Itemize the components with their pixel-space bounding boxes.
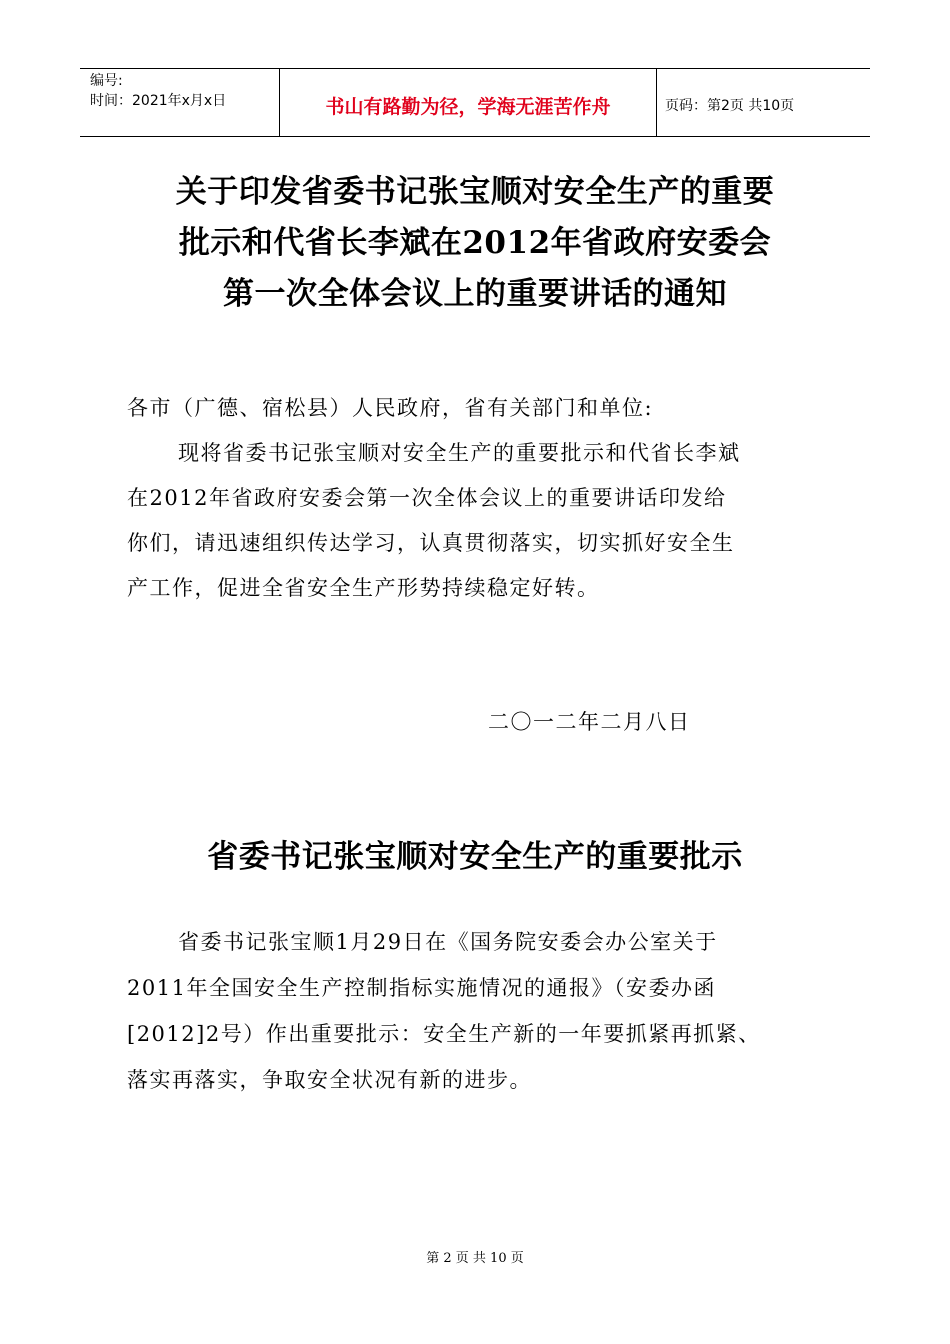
section-line-4: 落实再落实，争取安全状况有新的进步。 bbox=[127, 1068, 532, 1092]
header-meta bbox=[80, 69, 280, 136]
document-title-line-3: 第一次全体会议上的重要讲话的通知 bbox=[223, 276, 727, 312]
document-title-line-2: 批示和代省长李斌在2012年省政府安委会 bbox=[178, 225, 772, 261]
page-header bbox=[80, 68, 870, 137]
document-time-label: 时间：2021年x月x日 bbox=[90, 93, 227, 109]
header-page-info: 页码：第2页 共10页 bbox=[665, 97, 795, 114]
paragraph-line-4: 产工作，促进全省安全生产形势持续稳定好转。 bbox=[127, 576, 600, 600]
document-title-line-1: 关于印发省委书记张宝顺对安全生产的重要 bbox=[175, 174, 775, 210]
section-line-1: 省委书记张宝顺1月29日在《国务院安委会办公室关于 bbox=[178, 930, 718, 954]
document-number-label: 编号: bbox=[90, 73, 123, 89]
section-line-2: 2011年全国安全生产控制指标实施情况的通报》（安委办函 bbox=[127, 976, 716, 1000]
paragraph-line-1: 现将省委书记张宝顺对安全生产的重要批示和代省长李斌 bbox=[178, 441, 741, 465]
recipient-line: 各市（广德、宿松县）人民政府，省有关部门和单位: bbox=[127, 396, 654, 420]
section-line-3: [2012]2号）作出重要批示：安全生产新的一年要抓紧再抓紧、 bbox=[127, 1022, 761, 1046]
paragraph-line-3: 你们，请迅速组织传达学习，认真贯彻落实，切实抓好安全生 bbox=[127, 531, 735, 555]
header-motto: 书山有路勤为径，学海无涯苦作舟 bbox=[280, 69, 657, 136]
document-date: 二〇一二年二月八日 bbox=[488, 710, 691, 734]
section-title: 省委书记张宝顺对安全生产的重要批示 bbox=[207, 839, 743, 875]
paragraph-line-2: 在2012年省政府安委会第一次全体会议上的重要讲话印发给 bbox=[127, 486, 727, 510]
page-footer: 第 2 页 共 10 页 bbox=[426, 1251, 524, 1266]
